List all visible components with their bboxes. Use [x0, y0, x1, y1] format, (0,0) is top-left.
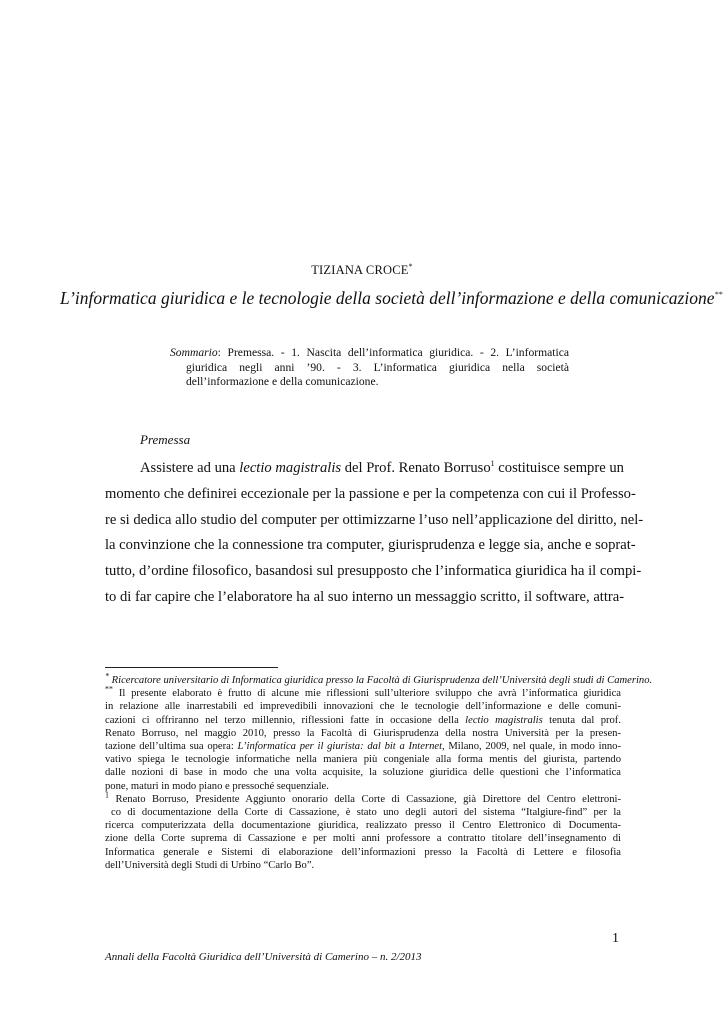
- page-number: 1: [612, 931, 619, 946]
- summary-block: [170, 346, 569, 390]
- footnotes: [105, 671, 653, 872]
- footnote-ref-1[interactable]: 1: [490, 459, 495, 469]
- footnote-author: * Ricercatore universitario di Informatica giuridica presso la Facoltà di Giurisprudenza dell’Università degli studi di Camerino.: [105, 671, 653, 686]
- paper-title: [60, 288, 723, 309]
- author-footnote-mark[interactable]: *: [408, 262, 413, 271]
- summary-text: : Premessa. - 1. Nascita dell’informatica giuridica. - 2. L’informatica giuridica negli anni ’90. - 3. L’informatica giuridica nella società dell’informazione e della comunicazione.: [186, 346, 569, 388]
- footnote-title: ** Il presente elaborato è frutto di alcune mie riflessioni sull’ulteriore sviluppo che avrà l’informatica giuridica in relazione alle inarrestabili ed imprevedibili innovazioni che le tecnologie dell’informazione e delle comuni- cazioni ci offriranno nel terzo millennio, riflessioni fatte in occasione della lectio magistralis tenuta dal prof. Renato Borruso, nel maggio 2010, presso la Facoltà di Giurisprudenza della nostra Università per la presen- tazione dell’ultima sua opera: L’informatica per il giurista: dal bit a Internet, Milano, 2009, nel quale, in modo inno- vativo spiega le tecnologie informatiche nella maniera più congeniale alla forma mentis del giurista, partendo dalle nozioni di base in modo che una volta acquisite, la soluzione giuridica delle questioni che l’informatica pone, maturi in modo piano e pressoché sequenziale.: [105, 684, 621, 792]
- title-text: L’informatica giuridica e le tecnologie della società dell’informazione e della comunicazione: [60, 288, 715, 308]
- summary-label: Sommario: [170, 346, 218, 359]
- title-footnote-mark[interactable]: **: [714, 290, 723, 300]
- footnote-separator: [105, 667, 278, 668]
- body-line: tutto, d’ordine filosofico, basandosi sul presupposto che l’informatica giuridica ha il compi-: [105, 563, 642, 580]
- body-line: Assistere ad una lectio magistralis del Prof. Renato Borruso$^1$ costituisce sempre un: [140, 459, 624, 476]
- body-line: re si dedica allo studio del computer per ottimizzarne l’uso nell’applicazione del diritto, nel-: [105, 511, 644, 528]
- body-line: la convinzione che la connessione tra computer, giurisprudenza e legge sia, anche e soprat-: [105, 537, 636, 554]
- body-text: [105, 456, 644, 611]
- footnote-mark: 1: [105, 790, 109, 800]
- body-line: momento che definirei eccezionale per la passione e per la competenza con cui il Professo-: [105, 485, 636, 502]
- section-heading: Premessa: [140, 432, 191, 447]
- footnote-mark: **: [105, 684, 113, 694]
- journal-footer: Annali della Facoltà Giuridica dell’Università di Camerino – n. 2/2013: [105, 951, 422, 963]
- body-line: to di far capire che l’elaboratore ha al suo interno un messaggio scritto, il software, attra-: [105, 588, 625, 605]
- author-name: [0, 262, 724, 278]
- footnote-mark: *: [105, 671, 109, 681]
- author-text: TIZIANA CROCE: [311, 263, 409, 278]
- footnote-1: $^1$ Renato Borruso, Presidente Aggiunto onorario della Corte di Cassazione, già Direttore del Centro elettroni- co di documentazione della Corte di Cassazione, è stato uno degli autori del sistema “Italgiure-find” per la ricerca computerizzata della documentazione giuridica, realizzato presso il Centro Elettronico di Documenta- zione della Corte suprema di Cassazione e per molti anni professore a contratto titolare dell’insegnamento di Informatica generale e Sistemi di elaborazione dell’informazioni presso la Facoltà di Lettere e filosofia dell’Università degli Studi di Urbino “Carlo Bo”.: [105, 790, 621, 871]
